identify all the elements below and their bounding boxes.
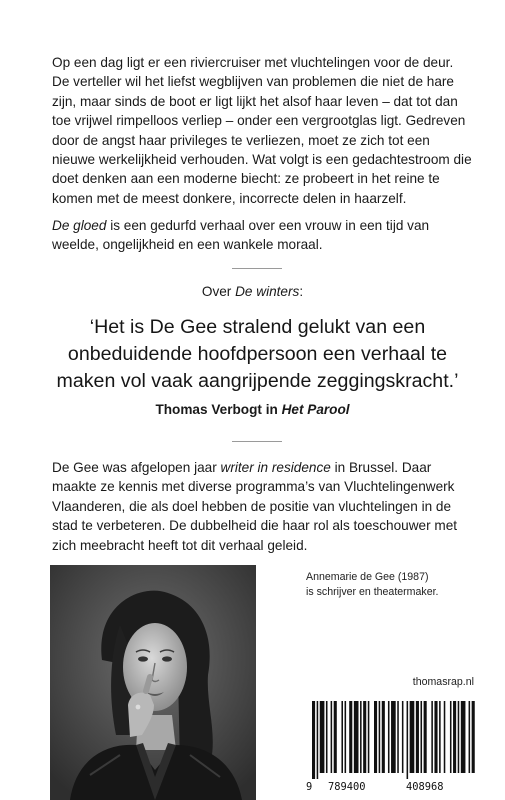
- barcode-bar: [450, 701, 452, 773]
- barcode-bar: [410, 701, 415, 773]
- book-title: De gloed: [52, 218, 107, 233]
- barcode-bar: [407, 701, 409, 779]
- barcode-bar: [391, 701, 396, 773]
- barcode-bar: [461, 701, 466, 773]
- isbn-group-1: 789400: [328, 781, 366, 793]
- barcode-bar: [388, 701, 390, 773]
- writer-in-residence: writer in residence: [220, 460, 331, 475]
- critic-name: Thomas Verbogt in: [155, 402, 282, 417]
- quote-attribution: [0, 400, 505, 419]
- barcode-bar: [382, 701, 385, 773]
- barcode-bar: [345, 701, 347, 773]
- review-quote: ‘Het is De Gee stralend gelukt van een onbeduidende hoofdpersoon een verhaal te maken vol vaak aangrijpende zeggingskracht.’: [56, 316, 459, 393]
- author-name-year: Annemarie de Gee (1987): [306, 571, 429, 583]
- isbn-lead-digit: 9: [306, 781, 313, 793]
- barcode-bar: [374, 701, 377, 773]
- author-bio: [306, 570, 486, 601]
- barcode-bar: [431, 701, 433, 773]
- barcode-bar: [472, 701, 475, 773]
- barcode-bar: [402, 701, 404, 773]
- barcode-bar: [421, 701, 423, 773]
- review-intro: [0, 282, 505, 301]
- barcode-bar: [397, 701, 399, 773]
- barcode-bar: [317, 701, 319, 779]
- isbn-barcode: [306, 701, 476, 779]
- background-text-end: in Brussel. Daar maakte ze kennis met diverse programma’s van Vluchtelingenwerk Vlaanderen, die als doel hebben de positie van vluchtelingen in de stad te verbeteren. De dubbelheid die haar rol als toeschouwer met zich meebracht heeft tot dit verhaal geleid.: [52, 460, 458, 553]
- synopsis-paragraph: Op een dag ligt er een riviercruiser met vluchtelingen voor de deur. De verteller wil het liefst wegblijven van problemen die niet de hare zijn, maar sinds de boot er ligt lijkt het alsof haar leven – dat tot dan toe vrijwel rimpelloos verliep – onder een vergrootglas ligt. Gedreven door de angst haar privileges te verliezen, moet ze zich tot een nieuwe werkelijkheid verhouden. Wat volgt is een gedachtestroom die doet denken aan een moderne biecht: ze probeert in het reine te komen met de meest donkere, incorrecte delen in haarzelf.: [52, 55, 472, 206]
- barcode-bar: [331, 701, 333, 773]
- barcode-bar: [312, 701, 315, 779]
- barcode-bar: [354, 701, 359, 773]
- background-text-start: De Gee was afgelopen jaar: [52, 460, 221, 475]
- synopsis-closing-paragraph: [52, 216, 472, 255]
- barcode-bar: [444, 701, 446, 773]
- isbn-group-2: 408968: [406, 781, 444, 793]
- barcode-bar: [334, 701, 337, 773]
- barcode-bar: [360, 701, 362, 773]
- barcode-bar: [439, 701, 441, 773]
- barcode-bar: [458, 701, 460, 773]
- divider-top: [232, 268, 282, 269]
- synopsis-closing-text: is een gedurfd verhaal over een vrouw in een tijd van weelde, ongelijkheid en een wankele moraal.: [52, 218, 430, 253]
- reviewed-book-title: De winters: [235, 284, 300, 299]
- divider-bottom: [232, 441, 282, 442]
- barcode-bar: [453, 701, 456, 773]
- barcode-bar: [363, 701, 366, 773]
- barcode-bar: [424, 701, 427, 773]
- barcode-bar: [320, 701, 325, 773]
- barcode-bar: [349, 701, 352, 773]
- barcode-bar: [416, 701, 419, 773]
- barcode-bar: [341, 701, 343, 773]
- barcode-bar: [368, 701, 370, 773]
- barcode-bar: [379, 701, 381, 773]
- review-intro-prefix: Over: [201, 284, 236, 299]
- review-intro-suffix: :: [299, 284, 304, 299]
- background-paragraph: [52, 458, 472, 555]
- publication-name: Het Parool: [281, 402, 350, 417]
- barcode-bar: [469, 701, 471, 773]
- barcode-bar: [326, 701, 328, 773]
- publisher-website: thomasrap.nl: [412, 676, 474, 688]
- author-photo: [50, 565, 256, 800]
- barcode-bar: [434, 701, 437, 773]
- author-profession: is schrijver en theatermaker.: [306, 586, 439, 599]
